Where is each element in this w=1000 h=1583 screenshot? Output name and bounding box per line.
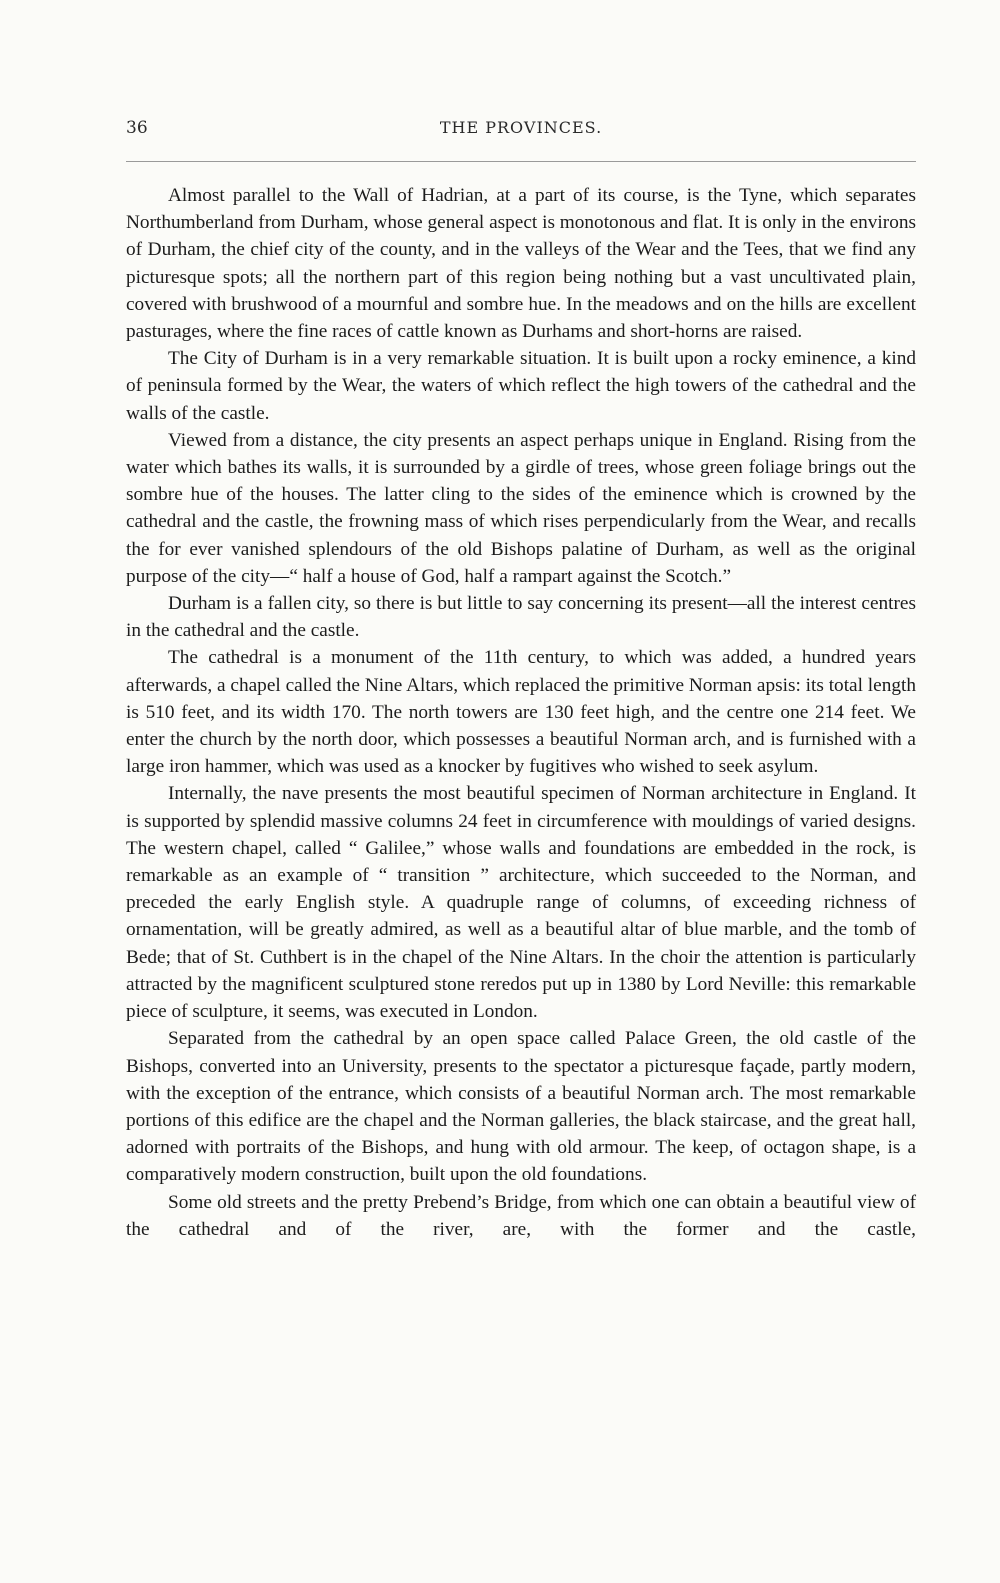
paragraph-continued: Some old streets and the pretty Prebend’s Bridge, from which one can obtain a beautiful view of the cathedral and of the river, are, with the former and the castle, (126, 1191, 916, 1240)
paragraph: Internally, the nave presents the most beautiful specimen of Norman architecture in England. It is supported by splendid massive columns 24 feet in circumference with mouldings of varied designs. The western chapel, called “ Galilee,” whose walls and foundations are embedded in the rock, is remarkable as an example of “ transition ” architecture, which succeeded to the Norman, and preceded the early English style. A quadruple range of columns, of exceeding richness of ornamentation, will be greatly admired, as well as a beautiful altar of blue marble, and the tomb of Bede; that of St. Cuthbert is in the chapel of the Nine Altars. In the choir the attention is particularly attracted by the magnificent sculptured stone reredos put up in 1380 by Lord Neville: this remarkable piece of sculpture, it seems, was executed in London. (126, 783, 916, 1023)
page-number: 36 (126, 118, 148, 138)
body-text (126, 182, 916, 1243)
paragraph: Viewed from a distance, the city presents an aspect perhaps unique in England. Rising from the water which bathes its walls, it is surrounded by a girdle of trees, whose green foliage brings out the sombre hue of the houses. The latter cling to the sides of the eminence which is crowned by the cathedral and the castle, the frowning mass of which rises perpendicularly from the Wear, and recalls the for ever vanished splendours of the old Bishops palatine of Durham, as well as the original purpose of the city—“ half a house of God, half a rampart against the Scotch.” (126, 429, 916, 587)
paragraph: The City of Durham is in a very remarkable situation. It is built upon a rocky eminence, a kind of peninsula formed by the Wear, the waters of which reflect the high towers of the cathedral and the walls of the castle. (126, 348, 916, 424)
paragraph: Durham is a fallen city, so there is but little to say concerning its present—all the interest centres in the cathedral and the castle. (126, 593, 916, 642)
running-title: THE PROVINCES. (439, 118, 603, 137)
paragraph: Separated from the cathedral by an open space called Palace Green, the old castle of the Bishops, converted into an University, presents to the spectator a picturesque façade, partly modern, with the exception of the entrance, which consists of a beautiful Norman arch. The most remarkable portions of this edifice are the chapel and the Norman galleries, the black staircase, and the great hall, adorned with portraits of the Bishops, and hung with old armour. The keep, of octagon shape, is a comparatively modern construction, built upon the old foundations. (126, 1028, 916, 1186)
header-rule (126, 161, 916, 162)
paragraph: The cathedral is a monument of the 11th century, to which was added, a hundred years afterwards, a chapel called the Nine Altars, which replaced the primitive Norman apsis: its total length is 510 feet, and its width 170. The north towers are 130 feet high, and the centre one 214 feet. We enter the church by the north door, which possesses a beautiful Norman arch, and is furnished with a large iron hammer, which was used as a knocker by fugitives who wished to seek asylum. (126, 647, 916, 778)
running-head (126, 118, 916, 142)
paragraph: Almost parallel to the Wall of Hadrian, at a part of its course, is the Tyne, which separates Northumberland from Durham, whose general aspect is monotonous and flat. It is only in the environs of Durham, the chief city of the county, and in the valleys of the Wear and the Tees, that we find any picturesque spots; all the northern part of this region being nothing but a vast uncultivated plain, covered with brushwood of a mournful and sombre hue. In the meadows and on the hills are excellent pasturages, where the fine races of cattle known as Durhams and short-horns are raised. (126, 185, 916, 343)
